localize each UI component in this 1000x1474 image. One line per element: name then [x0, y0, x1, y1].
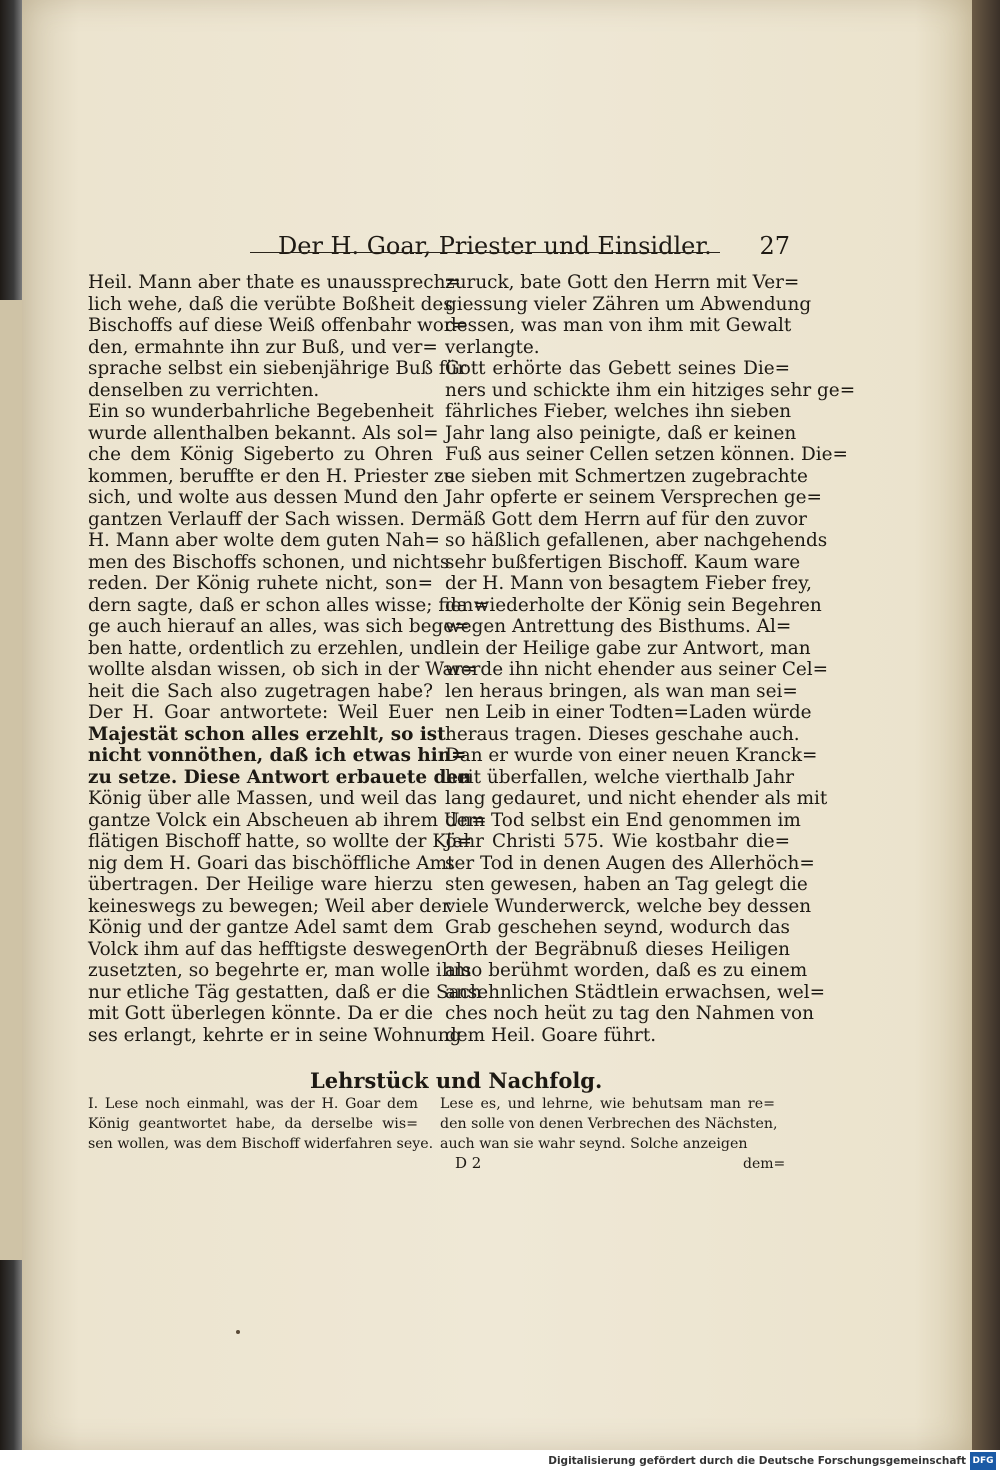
text-line: keineswegs zu bewegen; Weil aber der — [88, 895, 451, 917]
text-line: zu setze. Diese Antwort erbauete den — [88, 766, 472, 788]
text-line: nicht vonnöthen, daß ich etwas hin= — [88, 745, 467, 766]
page-edge-shadow — [972, 0, 1000, 1450]
text-line: Gott erhörte das Gebett seines Die= — [445, 358, 790, 379]
text-line: so häßlich gefallenen, aber nachgehends — [445, 530, 828, 551]
text-line: gantze Volck ein Abscheuen ab ihrem Un= — [88, 809, 487, 831]
lesson-note-left — [88, 1094, 434, 1154]
text-line: ben hatte, ordentlich zu erzehlen, und — [88, 637, 446, 659]
text-line: zusetzten, so begehrte er, man wolle ihm — [88, 960, 472, 981]
left-text-column — [88, 272, 489, 1046]
text-line: Dan er wurde von einer neuen Kranck= — [445, 745, 818, 766]
text-line: Majestät schon alles erzehlt, so ist — [88, 723, 446, 745]
text-line: mit Gott überlegen könnte. Da er die — [88, 1003, 433, 1024]
text-line: ansehnlichen Städtlein erwachsen, wel= — [445, 981, 826, 1003]
text-line: wollte alsdan wissen, ob sich in der War= — [88, 659, 478, 680]
text-line: Lese es, und lehrne, wie behutsam man re= — [440, 1096, 775, 1112]
text-line: gantzen Verlauff der Sach wissen. Der — [88, 508, 446, 530]
signature-mark: D 2 — [455, 1154, 482, 1172]
previous-page-edge — [0, 300, 22, 1260]
text-line: verlangte. — [445, 336, 540, 358]
text-line: nur etliche Täg gestatten, daß er die Sach — [88, 981, 482, 1003]
lesson-note-right — [440, 1094, 778, 1154]
text-line: König geantwortet habe, da derselbe wis= — [88, 1116, 418, 1132]
catchword: dem= — [743, 1156, 786, 1172]
text-line: ser Tod in denen Augen des Allerhöch= — [445, 852, 815, 874]
right-text-column — [445, 272, 856, 1046]
text-line: heraus tragen. Dieses geschahe auch. — [445, 723, 800, 745]
text-line: Orth der Begräbnuß dieses Heiligen — [445, 938, 790, 960]
text-line: werde ihn nicht ehender aus seiner Cel= — [445, 659, 829, 680]
text-line: sehr bußfertigen Bischoff. Kaum ware — [445, 551, 801, 573]
text-line: len heraus bringen, als wan man sei= — [445, 680, 798, 702]
text-line: übertragen. Der Heilige ware hierzu — [88, 874, 433, 895]
text-line: wegen Antrettung des Bisthums. Al= — [445, 616, 792, 637]
text-line: lein der Heilige gabe zur Antwort, man — [445, 637, 811, 659]
text-line: nig dem H. Goari das bischöffliche Amt — [88, 852, 455, 874]
digitization-credit: Digitalisierung gefördert durch die Deutsche Forschungsgemeinschaft — [548, 1455, 966, 1467]
text-line: dessen, was man von ihm mit Gewalt — [445, 315, 792, 336]
running-title: Der H. Goar, Priester und Einsidler. — [278, 232, 712, 260]
text-line: Heil. Mann aber thate es unaussprech= — [88, 272, 461, 293]
text-line: heit überfallen, welche vierthalb Jahr — [445, 766, 795, 788]
text-line: giessung vieler Zähren um Abwendung — [445, 293, 812, 315]
text-line: Fuß aus seiner Cellen setzen können. Die= — [445, 444, 848, 465]
text-line: den solle von denen Verbrechen des Nächsten, — [440, 1116, 778, 1132]
text-line: dem Heil. Goare führt. — [445, 1024, 657, 1046]
text-line: Bischoffs auf diese Weiß offenbahr wor= — [88, 315, 468, 336]
ink-spot — [236, 1330, 240, 1334]
text-line: viele Wunderwerck, welche bey dessen — [445, 895, 812, 917]
text-line: zuruck, bate Gott den Herrn mit Ver= — [445, 272, 800, 293]
text-line: lich wehe, daß die verübte Boßheit des — [88, 293, 453, 315]
text-line: flätigen Bischoff hatte, so wollte der Kö= — [88, 831, 473, 852]
text-line: ses erlangt, kehrte er in seine Wohnung — [88, 1024, 462, 1046]
text-line: denselben zu verrichten. — [88, 379, 320, 401]
text-line: Jahr opferte er seinem Versprechen ge= — [445, 487, 822, 508]
text-line: che dem König Sigeberto zu Ohren — [88, 444, 433, 465]
text-line: men des Bischoffs schonen, und nichts — [88, 551, 450, 573]
page-header — [250, 232, 790, 266]
text-line: Ein so wunderbahrliche Begebenheit — [88, 401, 434, 422]
text-line: I. Lese noch einmahl, was der H. Goar dem — [88, 1096, 418, 1112]
text-line: König und der gantze Adel samt dem — [88, 917, 434, 938]
text-line: sprache selbst ein siebenjährige Buß für — [88, 358, 467, 379]
text-line: König über alle Massen, und weil das — [88, 788, 438, 809]
text-line: den, ermahnte ihn zur Buß, und ver= — [88, 336, 438, 358]
text-line: dem Tod selbst ein End genommen im — [445, 809, 801, 831]
text-line: fährliches Fieber, welches ihn sieben — [445, 401, 792, 422]
text-line: ge auch hierauf an alles, was sich bege= — [88, 616, 470, 637]
header-rule — [250, 252, 720, 253]
text-line: mäß Gott dem Herrn auf für den zuvor — [445, 508, 807, 530]
text-line: kommen, beruffte er den H. Priester zu — [88, 465, 456, 487]
text-line: nen Leib in einer Todten=Laden würde — [445, 702, 812, 723]
text-line: der H. Mann von besagtem Fieber frey, — [445, 573, 812, 594]
text-line: H. Mann aber wolte dem guten Nah= — [88, 530, 440, 551]
section-title: Lehrstück und Nachfolg. — [310, 1068, 603, 1093]
text-line: sich, und wolte aus dessen Mund den — [88, 487, 439, 508]
text-line: se sieben mit Schmertzen zugebrachte — [445, 465, 808, 487]
text-line: auch wan sie wahr seynd. Solche anzeigen — [440, 1136, 748, 1152]
text-line: Der H. Goar antwortete: Weil Euer — [88, 702, 433, 723]
text-line: ners und schickte ihm ein hitziges sehr ge= — [445, 379, 856, 401]
text-line: sen wollen, was dem Bischoff widerfahren seye. — [88, 1136, 434, 1152]
text-line: sten gewesen, haben an Tag gelegt die — [445, 874, 808, 895]
text-line: reden. Der König ruhete nicht, son= — [88, 573, 433, 594]
text-line: Jahr Christi 575. Wie kostbahr die= — [445, 831, 790, 852]
text-line: Grab geschehen seynd, wodurch das — [445, 917, 790, 938]
text-line: wurde allenthalben bekannt. Als sol= — [88, 422, 439, 444]
text-line: lang gedauret, und nicht ehender als mit — [445, 788, 828, 809]
text-line: Volck ihm auf das hefftigste deswegen — [88, 938, 446, 960]
text-line: da wiederholte der König sein Begehren — [445, 594, 822, 616]
text-line: ches noch heüt zu tag den Nahmen von — [445, 1003, 814, 1024]
page-number: 27 — [759, 232, 790, 260]
text-line: heit die Sach also zugetragen habe? — [88, 680, 433, 702]
dfg-logo: DFG — [970, 1452, 996, 1470]
text-line: Jahr lang also peinigte, daß er keinen — [445, 422, 797, 444]
text-line: dern sagte, daß er schon alles wisse; fien= — [88, 594, 489, 616]
text-line: also berühmt worden, daß es zu einem — [445, 960, 808, 981]
